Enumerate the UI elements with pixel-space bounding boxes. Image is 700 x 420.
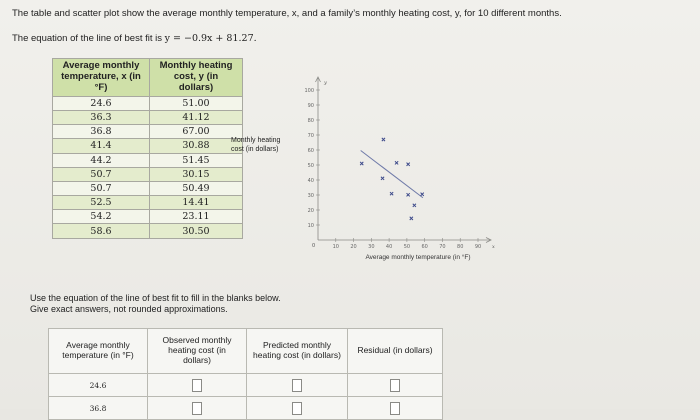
temp-cell: 54.2 (53, 210, 150, 224)
problem-intro: The table and scatter plot show the average monthly temperature, x, and a family’s monthly heating cost, y, for 10 different months. (12, 8, 562, 19)
data-point (413, 204, 416, 207)
y-tick-label: 40 (307, 177, 314, 184)
temp-cell: 52.5 (53, 196, 150, 210)
predicted-cost-cell (247, 397, 348, 420)
table-row (53, 110, 243, 124)
answer-temp-cell: 36.8 (49, 397, 148, 420)
cost-cell: 67.00 (150, 125, 243, 139)
observed-cost-input[interactable] (192, 379, 202, 392)
residual-cell (348, 374, 443, 397)
table-row (53, 181, 243, 195)
temp-cell: 50.7 (53, 181, 150, 195)
x-tick-label: 40 (385, 244, 393, 250)
scatter-plot (280, 70, 500, 270)
best-fit-line (361, 150, 423, 197)
x-tick-label: 70 (439, 244, 446, 250)
equation-label: The equation of the line of best fit is (12, 33, 162, 44)
temp-cell: 41.4 (53, 139, 150, 153)
y-axis-caption: Monthly heating cost (in dollars) (231, 137, 281, 153)
cost-cell: 30.50 (150, 224, 243, 238)
table-row (53, 139, 243, 153)
residual-input[interactable] (390, 379, 400, 392)
x-axis-label: Average monthly temperature (in °F) (365, 254, 471, 261)
cost-cell: 41.12 (150, 110, 243, 124)
table-row (53, 224, 243, 238)
cost-cell: 14.41 (150, 196, 243, 210)
temp-cell: 44.2 (53, 153, 150, 167)
cost-cell: 50.49 (150, 181, 243, 195)
y-tick-label: 10 (307, 222, 314, 229)
data-table (52, 58, 243, 239)
temp-cell: 50.7 (53, 167, 150, 181)
x-tick-label: 90 (474, 244, 482, 250)
table-row (53, 125, 243, 139)
data-point (381, 177, 384, 180)
temp-cell: 36.8 (53, 125, 150, 139)
data-point (360, 162, 363, 165)
y-tick-label: 50 (307, 162, 314, 169)
answer-temp-cell: 24.6 (49, 374, 148, 397)
y-tick-label: 60 (307, 147, 314, 154)
predicted-cost-input[interactable] (292, 402, 302, 415)
y-tick-label: 70 (307, 132, 314, 139)
data-point (421, 193, 424, 196)
answer-header-observed: Observed monthly heating cost (in dollars) (148, 329, 247, 374)
y-tick-label: 90 (307, 102, 314, 109)
table-row (53, 153, 243, 167)
predicted-cost-input[interactable] (292, 379, 302, 392)
y-tick-label: 100 (304, 87, 314, 94)
cost-cell: 30.88 (150, 139, 243, 153)
temp-cell: 58.6 (53, 224, 150, 238)
data-point (390, 192, 393, 195)
x-tick-label: 80 (457, 244, 464, 250)
instructions-line-1: Use the equation of the line of best fit to fill in the blanks below. (30, 293, 281, 303)
x-tick-label: 10 (332, 244, 339, 250)
data-point (410, 217, 413, 220)
table-row (49, 374, 443, 397)
data-point (407, 193, 410, 196)
x-tick-label: 30 (368, 244, 375, 250)
predicted-cost-cell (247, 374, 348, 397)
observed-cost-input[interactable] (192, 402, 202, 415)
temp-cell: 36.3 (53, 110, 150, 124)
origin-label: 0 (312, 243, 316, 249)
cost-cell: 51.45 (150, 153, 243, 167)
residual-cell (348, 397, 443, 420)
x-tick-label: 60 (421, 244, 428, 250)
cost-cell: 30.15 (150, 167, 243, 181)
instructions-line-2: Give exact answers, not rounded approximations. (30, 303, 228, 314)
instructions (30, 293, 281, 315)
observed-cost-cell (148, 397, 247, 420)
table-row (53, 96, 243, 110)
x-tick-label: 20 (350, 244, 357, 250)
observed-cost-cell (148, 374, 247, 397)
x-tick-label: 50 (403, 244, 411, 250)
y-tick-label: 80 (307, 117, 314, 124)
answer-header-predicted: Predicted monthly heating cost (in dollars) (247, 329, 348, 374)
table-row (53, 196, 243, 210)
data-header-cost: Monthly heating cost, y (in dollars) (150, 59, 243, 97)
data-header-temperature: Average monthly temperature, x (in °F) (53, 59, 150, 97)
y-tick-label: 30 (307, 192, 314, 199)
answer-header-temperature: Average monthly temperature (in °F) (49, 329, 148, 374)
x-axis-letter: x (492, 244, 495, 250)
data-point (382, 138, 385, 141)
data-point (407, 163, 410, 166)
table-row (53, 167, 243, 181)
best-fit-equation (12, 33, 257, 44)
cost-cell: 23.11 (150, 210, 243, 224)
table-row (49, 397, 443, 420)
residual-input[interactable] (390, 402, 400, 415)
answer-table (48, 328, 443, 420)
temp-cell: 24.6 (53, 96, 150, 110)
table-row (53, 210, 243, 224)
y-tick-label: 20 (307, 207, 314, 214)
y-axis-letter: y (324, 80, 327, 86)
equation-math: y = −0.9x + 81.27. (164, 33, 257, 44)
answer-header-residual: Residual (in dollars) (348, 329, 443, 374)
data-point (395, 161, 398, 164)
cost-cell: 51.00 (150, 96, 243, 110)
